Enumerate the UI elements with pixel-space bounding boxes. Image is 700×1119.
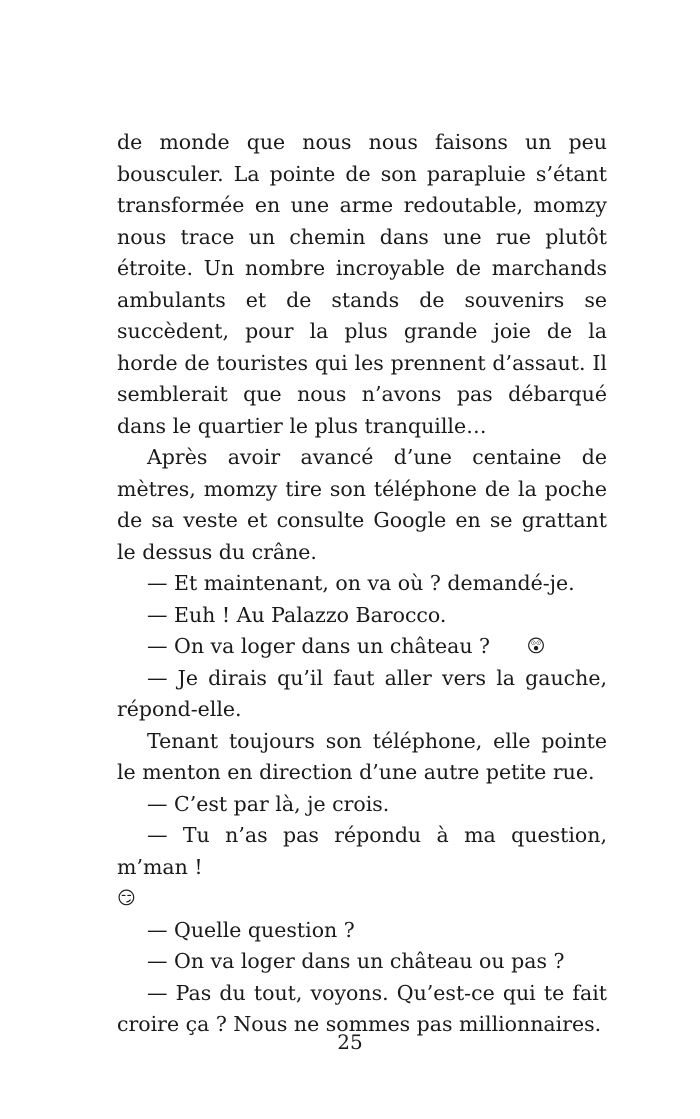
emoji-line bbox=[117, 883, 607, 915]
dialogue-line-4: — Je dirais qu’il faut aller vers la gauche, répond-elle. bbox=[117, 665, 607, 721]
dialogue-line-2: — Euh ! Au Palazzo Barocco. bbox=[147, 602, 447, 627]
dialogue-line-6: — Tu n’as pas répondu à ma question, m’man ! bbox=[117, 823, 607, 879]
smirking-face-icon: 😏 bbox=[117, 888, 136, 909]
dialogue-line-5: — C’est par là, je crois. bbox=[147, 791, 390, 816]
page-body-text bbox=[117, 127, 607, 1041]
dialogue-line-3 bbox=[117, 631, 607, 663]
dialogue-line-9: — Pas du tout, voyons. Qu’est-ce qui te fait croire ça ? Nous ne sommes pas millionnaires. bbox=[117, 980, 607, 1036]
dialogue-line-7: — Quelle question ? bbox=[147, 917, 355, 942]
paragraph-1: de monde que nous nous faisons un peu bousculer. La pointe de son parapluie s’étant transformée en une arme redoutable, momzy nous trace un chemin dans une rue plutôt étroite. Un nombre incroyable de marchands ambulants et de stands de souvenirs se succèdent, pour la plus grande joie de la horde de touristes qui les prennent d’assaut. Il semblerait que nous n’avons pas débarqué dans le quartier le plus tranquille… bbox=[117, 130, 607, 438]
paragraph-2: Après avoir avancé d’une centaine de mètres, momzy tire son téléphone de la poche de sa veste et consulte Google en se grattant le dessus du crâne. bbox=[117, 445, 607, 564]
dialogue-line-3-text: — On va loger dans un château ? bbox=[147, 634, 491, 658]
astonished-face-icon: 😲 bbox=[526, 636, 546, 657]
paragraph-3: Tenant toujours son téléphone, elle pointe le menton en direction d’une autre petite rue. bbox=[117, 728, 607, 784]
dialogue-line-1: — Et maintenant, on va où ? demandé-je. bbox=[147, 571, 575, 595]
page-number: 25 bbox=[337, 1030, 363, 1054]
dialogue-line-8: — On va loger dans un château ou pas ? bbox=[147, 949, 565, 973]
